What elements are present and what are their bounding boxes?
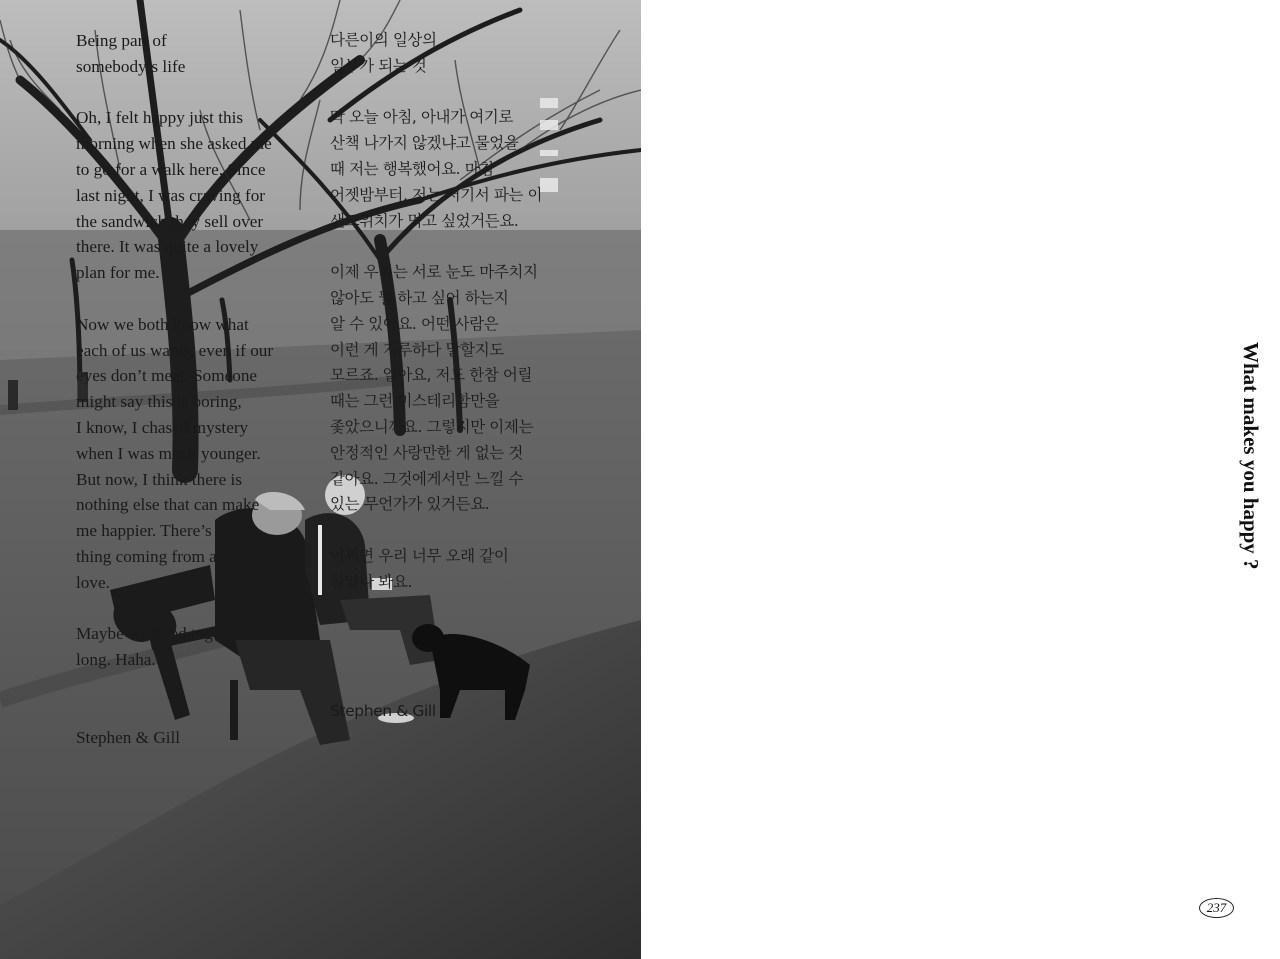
english-paragraph: Oh, I felt happy just this morning when she asked me to go for a walk here. Since last night, I was craving for the sandwich they sell over there. It was quite a lovely plan for me. bbox=[76, 108, 272, 283]
side-title: What makes you happy ? bbox=[1239, 342, 1263, 570]
english-signature: Stephen & Gill bbox=[76, 727, 181, 747]
korean-paragraph: 이제 우리는 서로 눈도 마주치지 않아도 뭘 하고 싶어 하는지 알 수 있어요. 어떤 사람은 이런 게 지루하다 말할지도 모르죠. 알아요, 저도 한참 어릴 때는 그런 미스테리함만을 좇았으니까요. 그렇지만 이제는 안정적인 사랑만한 게 없는 것 같아요. 그것에게서만 느낄 수 있는 무언가가 있거든요. bbox=[330, 263, 538, 514]
korean-paragraph: 딱 오늘 아침, 아내가 여기로 산책 나가지 않겠냐고 물었을 때 저는 행복했어요. 마침 어젯밤부터, 저는 저기서 파는 이 샌드위치가 먹고 싶었거든요. bbox=[330, 108, 543, 230]
english-paragraph: Now we both know what each of us wants, even if our eyes don’t meet. Someone might say this is boring, I know, I chased mystery when I was much younger. But now, I think there is nothing else that can make me happier. There’s this thing coming from a stable love. bbox=[76, 314, 274, 592]
english-paragraph: Maybe we lived together too long. Haha. bbox=[76, 624, 274, 670]
text-page bbox=[641, 0, 1280, 959]
english-column bbox=[76, 28, 311, 750]
korean-title: 다른이의 일상의 일부가 되는 것 bbox=[330, 31, 437, 75]
page-number: 237 bbox=[1199, 898, 1234, 918]
korean-paragraph: 어쩌면 우리 너무 오래 같이 살았나 봐요. bbox=[330, 546, 509, 591]
english-title: Being part of somebody’s life bbox=[76, 31, 186, 76]
korean-column bbox=[330, 28, 560, 724]
korean-signature: Stephen & Gill bbox=[330, 701, 436, 720]
